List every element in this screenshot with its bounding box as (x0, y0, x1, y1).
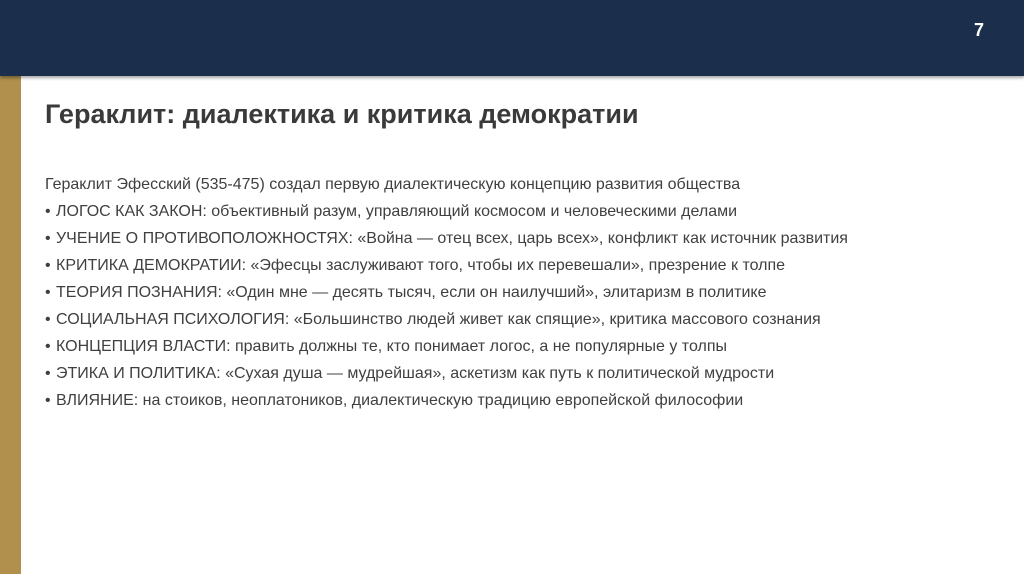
list-item (45, 252, 1005, 279)
slide-number: 7 (973, 20, 984, 40)
bullet-mark: • (45, 203, 51, 220)
bullet-text: ТЕОРИЯ ПОЗНАНИЯ: «Один мне — десять тысяч, если он наилучший», элитаризм в политике (56, 284, 767, 301)
bullet-mark: • (45, 365, 51, 382)
header-bar (0, 0, 1024, 76)
bullet-mark: • (45, 338, 51, 355)
list-item (45, 198, 1005, 225)
bullet-text: ЛОГОС КАК ЗАКОН: объективный разум, управляющий космосом и человеческими делами (56, 203, 738, 220)
bullet-mark: • (45, 284, 51, 301)
list-item (45, 279, 1005, 306)
bullet-text: КОНЦЕПЦИЯ ВЛАСТИ: править должны те, кто понимает логос, а не популярные у толпы (56, 338, 727, 355)
list-item (45, 333, 1005, 360)
slide-content (45, 171, 1005, 414)
bullet-mark: • (45, 392, 51, 409)
list-item (45, 360, 1005, 387)
bullet-mark: • (45, 230, 51, 247)
list-item (45, 387, 1005, 414)
list-item (45, 225, 1005, 252)
bullet-list (45, 198, 1005, 414)
bullet-text: КРИТИКА ДЕМОКРАТИИ: «Эфесцы заслуживают того, чтобы их перевешали», презрение к толпе (56, 257, 786, 274)
list-item (45, 306, 1005, 333)
bullet-text: ЭТИКА И ПОЛИТИКА: «Сухая душа — мудрейшая», аскетизм как путь к политической мудрости (56, 365, 775, 382)
accent-stripe (0, 76, 21, 574)
slide-title: Гераклит: диалектика и критика демократии (45, 99, 639, 129)
bullet-text: УЧЕНИЕ О ПРОТИВОПОЛОЖНОСТЯХ: «Война — отец всех, царь всех», конфликт как источник развития (56, 230, 848, 247)
bullet-mark: • (45, 257, 51, 274)
bullet-mark: • (45, 311, 51, 328)
intro-text: Гераклит Эфесский (535-475) создал первую диалектическую концепцию развития общества (45, 176, 741, 193)
bullet-text: ВЛИЯНИЕ: на стоиков, неоплатоников, диалектическую традицию европейской философии (56, 392, 744, 409)
bullet-text: СОЦИАЛЬНАЯ ПСИХОЛОГИЯ: «Большинство людей живет как спящие», критика массового сознания (56, 311, 821, 328)
